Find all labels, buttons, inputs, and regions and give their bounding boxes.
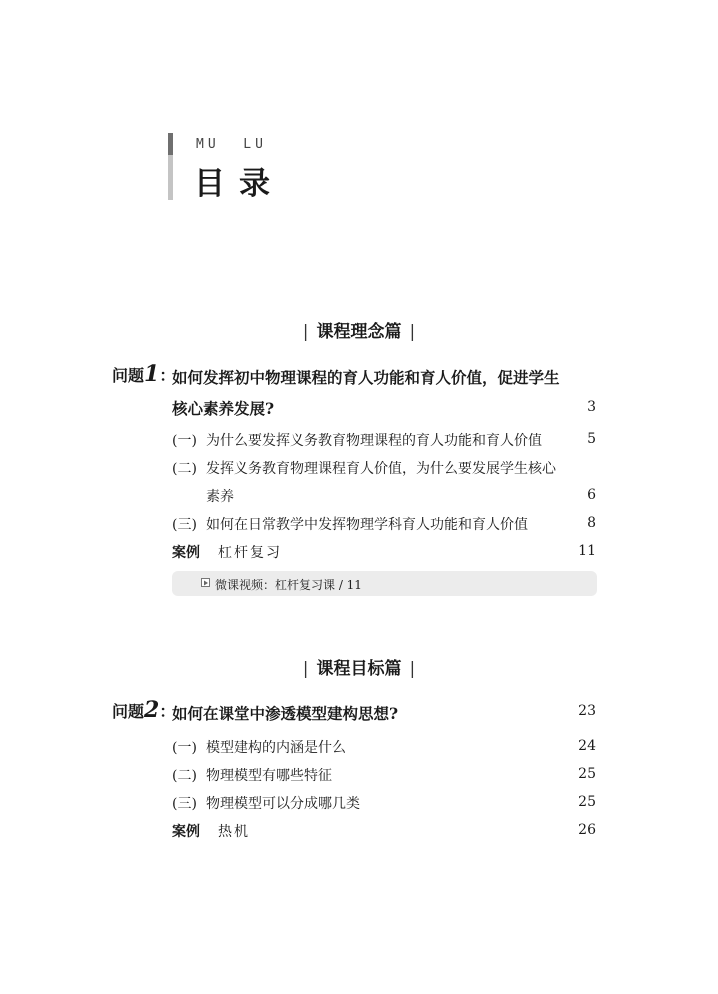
item-1-3-marker: (三) bbox=[172, 517, 197, 533]
item-1-2-page[interactable]: 6 bbox=[587, 487, 596, 503]
item-2-3-marker: (三) bbox=[172, 796, 197, 812]
item-2-1-marker: (一) bbox=[172, 740, 197, 756]
header-accent-bar-dark bbox=[168, 133, 173, 155]
item-1-1-text[interactable]: 为什么要发挥义务教育物理课程的育人功能和育人价值 bbox=[206, 433, 542, 449]
section-title-philosophy: | 课程理念篇 | bbox=[302, 322, 416, 342]
item-2-3-page[interactable]: 25 bbox=[578, 794, 596, 810]
section-title-goals: | 课程目标篇 | bbox=[302, 659, 416, 679]
question-2-text[interactable]: 如何在课堂中渗透模型建构思想? bbox=[172, 704, 399, 723]
question-1-label: 问题1： bbox=[112, 361, 176, 387]
question-1-text-cont[interactable]: 核心素养发展? bbox=[172, 399, 275, 418]
question-1-number: 1 bbox=[144, 361, 160, 387]
item-2-2-text[interactable]: 物理模型有哪些特征 bbox=[206, 768, 332, 784]
micro-video-link[interactable]: 微课视频：杠杆复习课 / 11 bbox=[215, 578, 362, 592]
item-1-2-text[interactable]: 发挥义务教育物理课程育人价值，为什么要发展学生核心 bbox=[206, 461, 556, 477]
question-2-number: 2 bbox=[144, 697, 160, 723]
item-1-2-text-cont[interactable]: 素养 bbox=[206, 489, 234, 505]
header-pinyin: MU LU bbox=[196, 137, 267, 152]
question-1-text[interactable]: 如何发挥初中物理课程的育人功能和育人价值，促进学生 bbox=[172, 368, 560, 387]
section-divider-right: | bbox=[409, 322, 416, 342]
item-1-2-marker: (二) bbox=[172, 461, 197, 477]
item-1-3-page[interactable]: 8 bbox=[587, 515, 596, 531]
item-2-1-text[interactable]: 模型建构的内涵是什么 bbox=[206, 740, 346, 756]
section-divider-left: | bbox=[302, 659, 309, 679]
item-1-3-text[interactable]: 如何在日常教学中发挥物理学科育人功能和育人价值 bbox=[206, 517, 528, 533]
item-2-1-page[interactable]: 24 bbox=[578, 738, 596, 754]
case-2-page[interactable]: 26 bbox=[578, 822, 596, 838]
question-2-label: 问题2： bbox=[112, 697, 176, 723]
item-1-1-marker: (一) bbox=[172, 433, 197, 449]
case-1-label: 案例 bbox=[172, 545, 200, 561]
section-divider-right: | bbox=[409, 659, 416, 679]
item-2-2-marker: (二) bbox=[172, 768, 197, 784]
case-1-text[interactable]: 杠杆复习 bbox=[218, 545, 282, 561]
item-2-2-page[interactable]: 25 bbox=[578, 766, 596, 782]
case-2-label: 案例 bbox=[172, 824, 200, 840]
header-accent-bar-light bbox=[168, 155, 173, 200]
section-divider-left: | bbox=[302, 322, 309, 342]
page-title: 目录 bbox=[194, 166, 284, 202]
case-1-page[interactable]: 11 bbox=[578, 543, 596, 559]
case-2-text[interactable]: 热机 bbox=[218, 824, 250, 840]
question-2-page[interactable]: 23 bbox=[578, 703, 596, 719]
play-icon[interactable] bbox=[201, 578, 210, 587]
item-1-1-page[interactable]: 5 bbox=[587, 431, 596, 447]
question-1-page[interactable]: 3 bbox=[587, 399, 596, 415]
item-2-3-text[interactable]: 物理模型可以分成哪几类 bbox=[206, 796, 360, 812]
